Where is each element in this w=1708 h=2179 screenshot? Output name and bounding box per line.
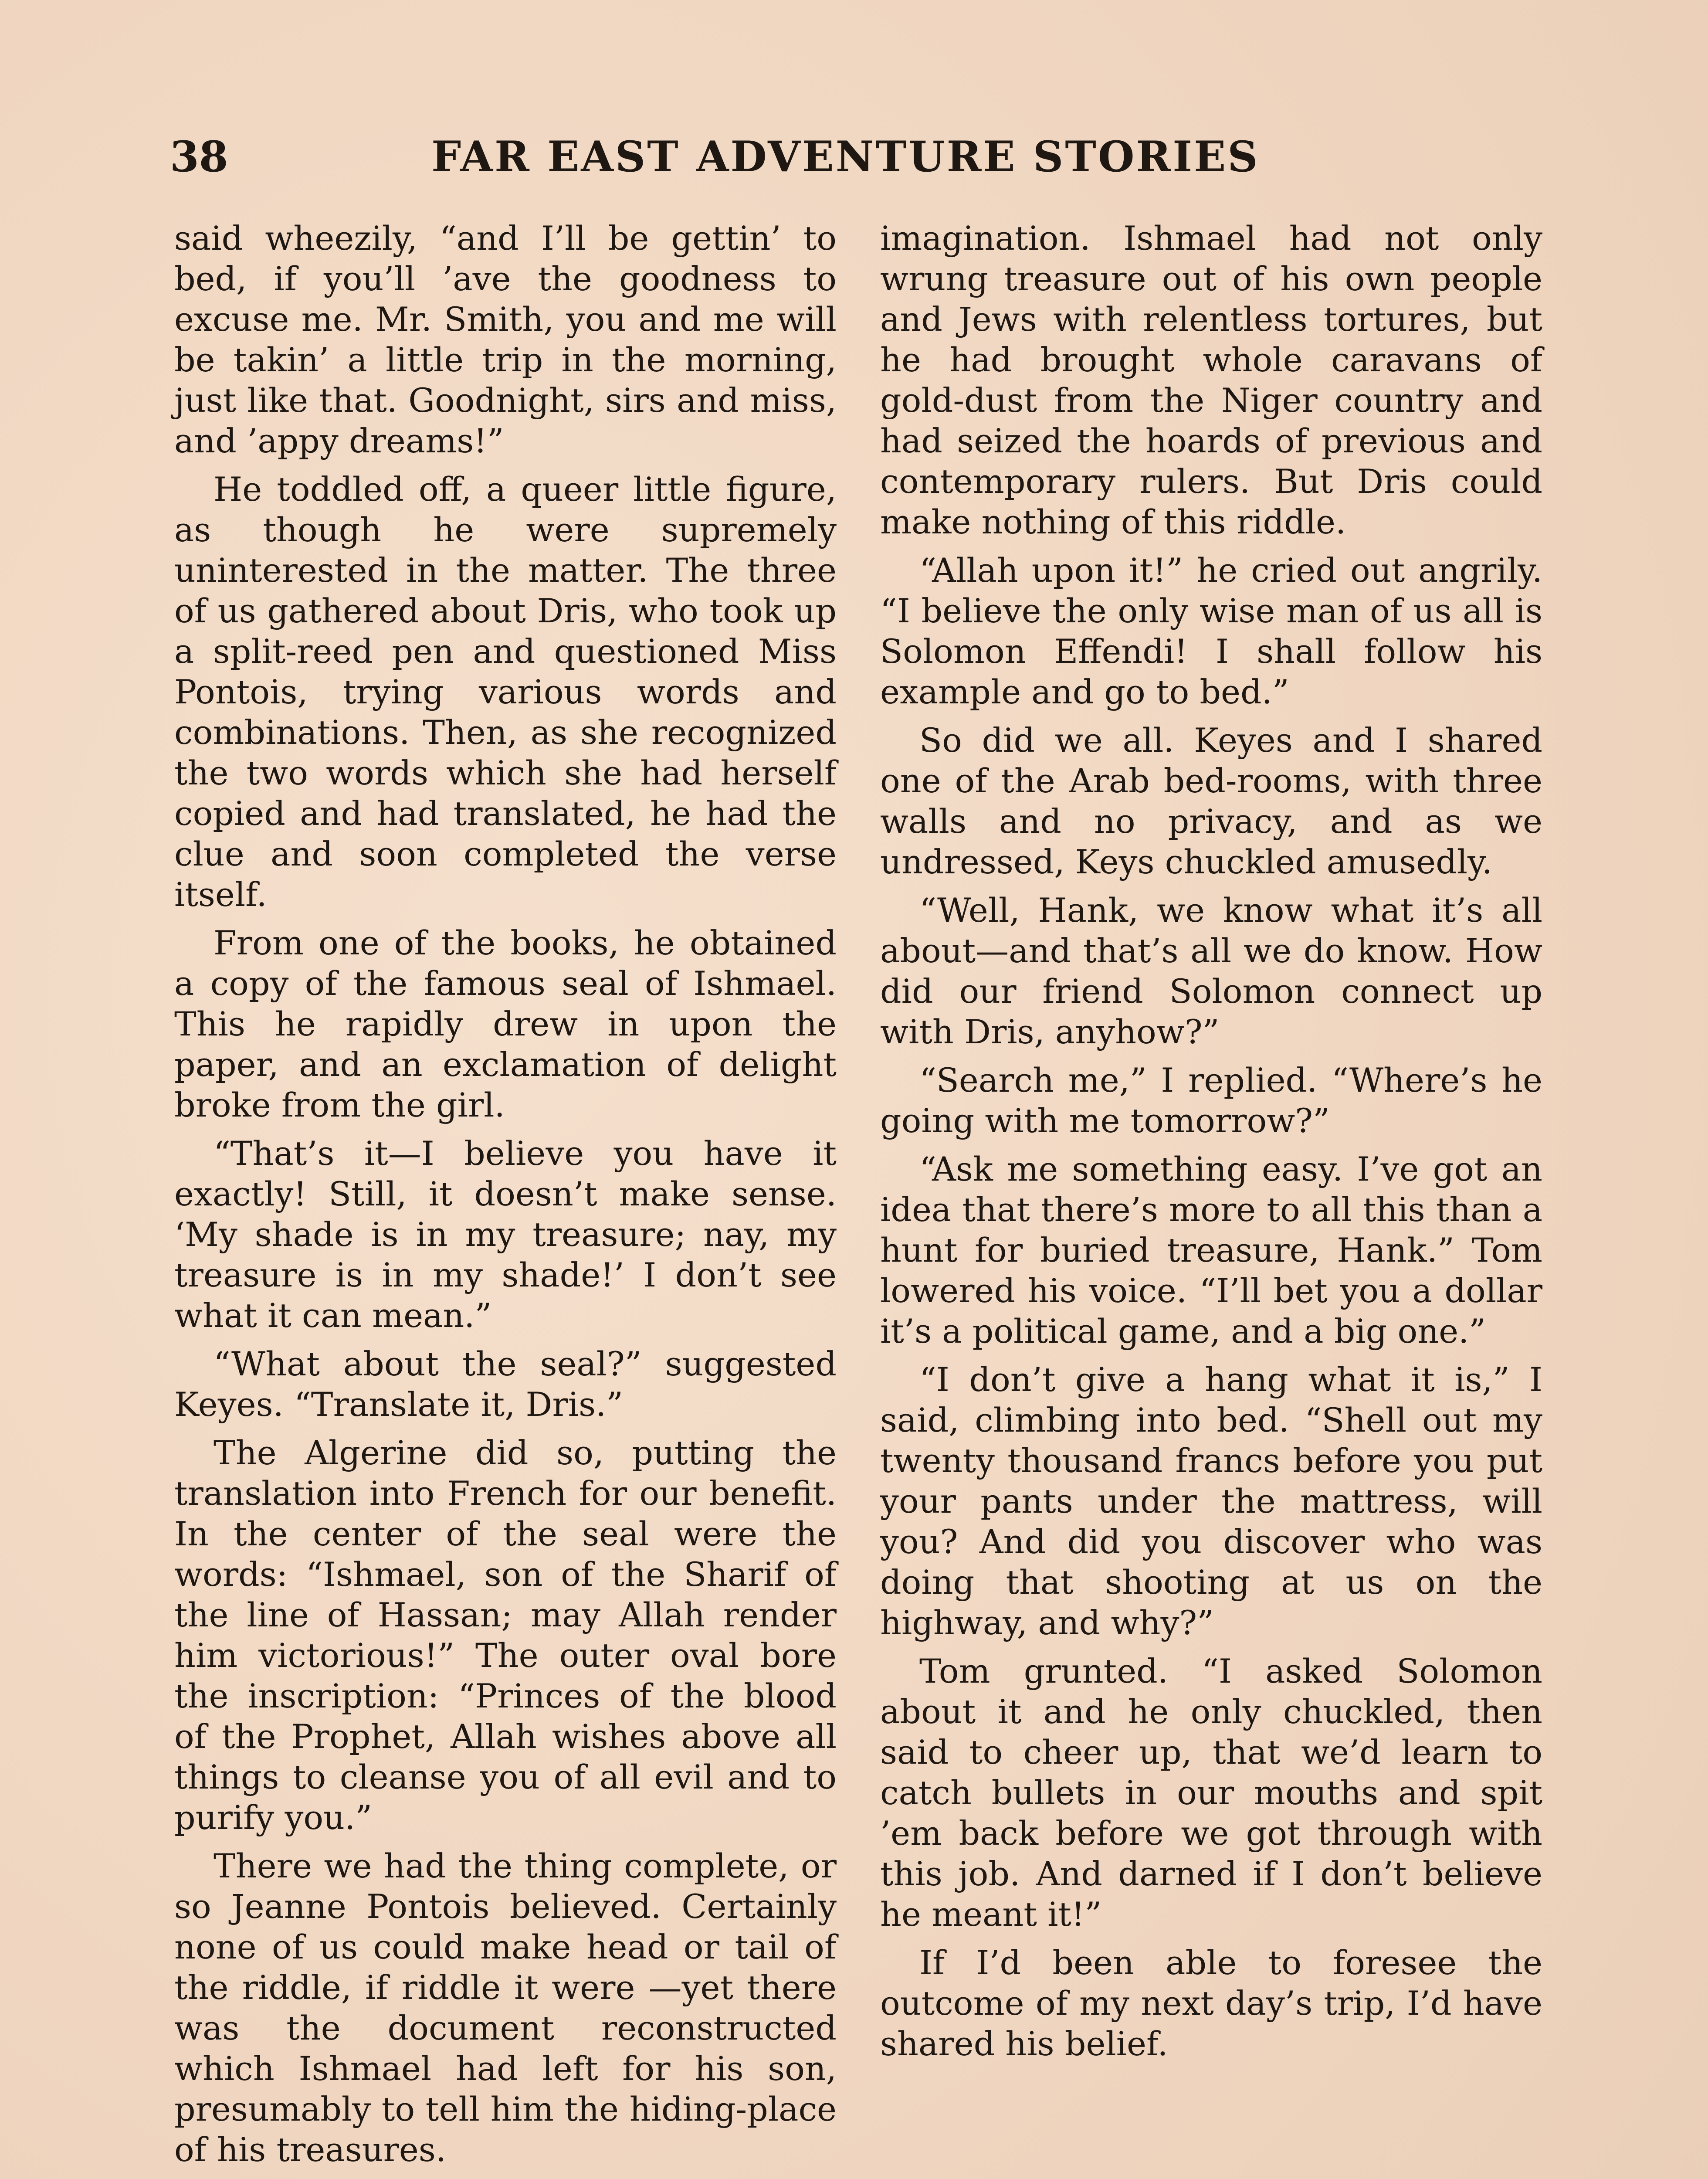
paragraph: “What about the seal?” suggested Keyes. “Translate it, Dris.”: [174, 1344, 837, 1424]
paragraph: He toddled off, a queer little figure, as though he were supremely uninterested in the matter. The three of us gathered about Dris, who took up a split-reed pen and questioned Miss Pontois, trying various words and combinations. Then, as she recognized the two words which she had herself copied and had translated, he had the clue and soon completed the verse itself.: [174, 470, 837, 914]
paragraph: The Algerine did so, putting the translation into French for our benefit. In the center of the seal were the words: “Ishmael, son of the Sharif of the line of Hassan; may Allah render him victorious!” The outer oval bore the inscription: “Princes of the blood of the Prophet, Allah wishes above all things to cleanse you of all evil and to purify you.”: [174, 1433, 837, 1837]
right-column: [880, 218, 1542, 2064]
paragraph: “That’s it—I believe you have it exactly! Still, it doesn’t make sense. ‘My shade is in my treasure; nay, my treasure is in my shade!’ I don’t see what it can mean.”: [174, 1134, 837, 1335]
page-number: 38: [170, 132, 228, 181]
paragraph: “Search me,” I replied. “Where’s he going with me tomorrow?”: [880, 1061, 1542, 1140]
paragraph: imagination. Ishmael had not only wrung treasure out of his own people and Jews with relentless tortures, but he had brought whole caravans of gold-dust from the Niger country and had seized the hoards of previous and contemporary rulers. But Dris could make nothing of this riddle.: [880, 219, 1542, 541]
paragraph: From one of the books, he obtained a copy of the famous seal of Ishmael. This he rapidly drew in upon the paper, and an exclamation of delight broke from the girl.: [174, 923, 837, 1124]
paragraph: Tom grunted. “I asked Solomon about it and he only chuckled, then said to cheer up, that we’d learn to catch bullets in our mouths and spit ’em back before we got through with this job. And darned if I don’t believe he meant it!”: [880, 1652, 1542, 1934]
page-header: [170, 131, 1542, 187]
paragraph: “I don’t give a hang what it is,” I said, climbing into bed. “Shell out my twenty thousand francs before you put your pants under the mattress, will you? And did you discover who was doing that shooting at us on the highway, and why?”: [880, 1360, 1542, 1642]
paragraph: So did we all. Keyes and I shared one of the Arab bed-rooms, with three walls and no privacy, and as we undressed, Keys chuckled amusedly.: [880, 721, 1542, 881]
paragraph: “Allah upon it!” he cried out angrily. “I believe the only wise man of us all is Solomon Effendi! I shall follow his example and go to bed.”: [880, 551, 1542, 711]
paragraph: “Ask me something easy. I’ve got an idea that there’s more to all this than a hunt for buried treasure, Hank.” Tom lowered his voice. “I’ll bet you a dollar it’s a political game, and a big one.”: [880, 1150, 1542, 1351]
paragraph: said wheezily, “and I’ll be gettin’ to bed, if you’ll ’ave the goodness to excuse me. Mr. Smith, you and me will be takin’ a little trip in the morning, just like that. Goodnight, sirs and miss, and ’appy dreams!”: [174, 219, 837, 460]
running-title: FAR EAST ADVENTURE STORIES: [431, 132, 1260, 181]
paragraph: If I’d been able to foresee the outcome of my next day’s trip, I’d have shared his belief.: [880, 1943, 1542, 2063]
left-column: [174, 218, 837, 2179]
paragraph: There we had the thing complete, or so Jeanne Pontois believed. Certainly none of us could make head or tail of the riddle, if riddle it were —yet there was the document reconstructed which Ishmael had left for his son, presumably to tell him the hiding-place of his treasures.: [174, 1846, 837, 2169]
paragraph: “Well, Hank, we know what it’s all about—and that’s all we do know. How did our friend Solomon connect up with Dris, anyhow?”: [880, 891, 1542, 1051]
